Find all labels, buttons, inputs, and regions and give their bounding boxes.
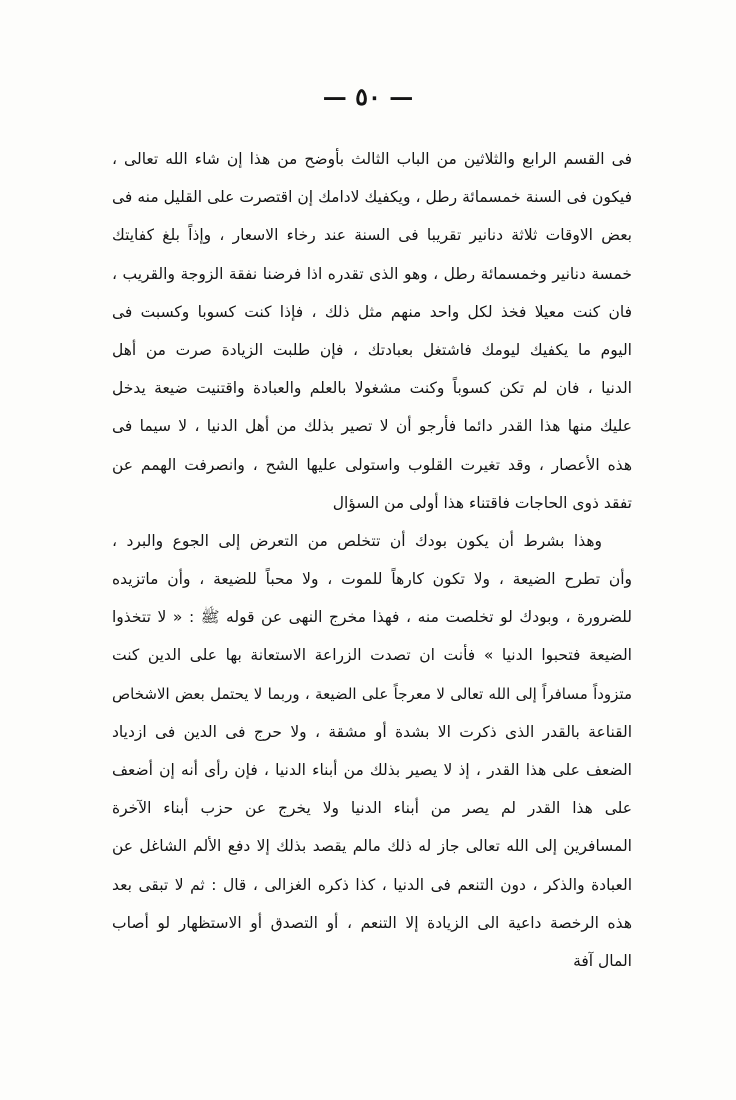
body-text — [112, 140, 632, 980]
text-line: وأن تطرح الضيعة ، ولا تكون كارهاً للموت ، ولا محباً للضيعة ، وأن ماتزيده — [112, 570, 632, 589]
text-line: القناعة بالقدر الذى ذكرت الا بشدة أو مشقة ، ولا حرج فى الدين فى ازدياد — [112, 722, 632, 741]
text-line: اليوم ما يكفيك ليومك فاشتغل بعبادتك ، فإن طلبت الزيادة صرت من أهل — [112, 340, 632, 359]
text-line: بعض الاوقات ثلاثة دنانير تقريبا فى السنة عند رخاء الاسعار ، وإذاً بلغ كفايتك — [112, 226, 632, 245]
text-line: على هذا القدر لم يصر من أبناء الدنيا ولا يخرج عن حزب أبناء الآخرة — [112, 799, 632, 818]
text-line: تفقد ذوى الحاجات فاقتناء هذا أولى من السؤال — [332, 493, 632, 512]
text-line: هذه الرخصة داعية الى الزيادة إلا التنعم ، أو التصدق أو الاستظهار لو أصاب — [112, 913, 632, 932]
text-line: وهذا بشرط أن يكون بودك أن تتخلص من التعرض إلى الجوع والبرد ، — [112, 531, 602, 550]
text-line: الضعف على هذا القدر ، إذ لا يصير بذلك من أبناء الدنيا ، فإن رأى أنه إن أضعف — [112, 761, 632, 779]
text-line: الضيعة فتحبوا الدنيا » فأنت ان تصدت الزراعة الاستعانة بها على الدين كنت — [112, 646, 632, 665]
text-line: العبادة والذكر ، دون التنعم فى الدنيا ، كذا ذكره الغزالى ، قال : ثم لا تبقى بعد — [112, 875, 632, 894]
text-line: الدنيا ، فان لم تكن كسوباً وكنت مشغولا بالعلم والعبادة واقتنيت ضيعة يدخل — [112, 379, 632, 398]
text-line: هذه الأعصار ، وقد تغيرت القلوب واستولى عليها الشح ، وانصرفت الهمم عن — [112, 455, 632, 474]
text-line: المال آفة — [573, 951, 632, 970]
text-line: فيكون فى السنة خمسمائة رطل ، ويكفيك لادامك إن اقتصرت على القليل منه فى — [112, 188, 632, 207]
text-line: فان كنت معيلا فخذ لكل واحد منهم مثل ذلك ، فإذا كنت كسوبا وكسبت فى — [112, 302, 632, 321]
text-line: المسافرين إلى الله تعالى جاز له ذلك مالم يقصد بذلك إلا دفع الألم الشاغل عن — [112, 837, 632, 856]
page-number: — ٥٠ — — [322, 82, 414, 111]
text-line: فى القسم الرابع والثلاثين من الباب الثالث بأوضح من هذا إن شاء الله تعالى ، — [112, 150, 632, 168]
text-line: عليك منها هذا القدر دائما فأرجو أن لا تصير بذلك من أهل الدنيا ، لا سيما فى — [112, 417, 632, 436]
text-line: خمسة دنانير وخمسمائة رطل ، وهو الذى تقدره اذا فرضنا نفقة الزوجة والقريب ، — [112, 264, 632, 283]
text-line: متزوداً مسافراً إلى الله تعالى لا معرجاً على الضيعة ، وربما لا يحتمل بعض الاشخاص — [112, 684, 632, 703]
text-line: للضرورة ، وبودك لو تخلصت منه ، فهذا مخرج النهى عن قوله ﷺ : « لا تتخذوا — [112, 608, 632, 627]
